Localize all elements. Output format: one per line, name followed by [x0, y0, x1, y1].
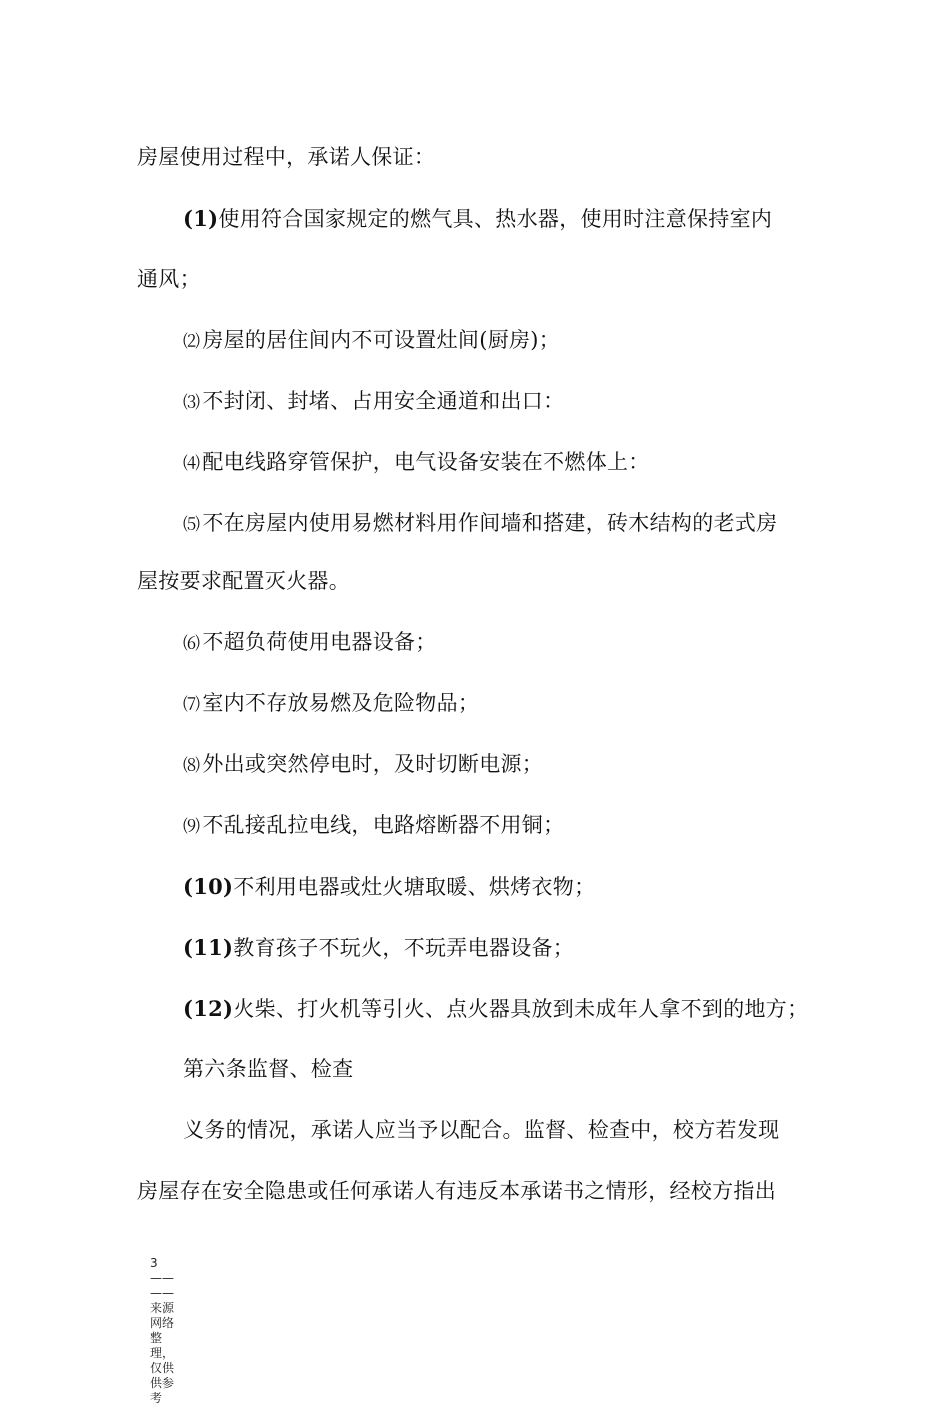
item-marker: (11): [183, 935, 234, 960]
list-item-10: [183, 856, 833, 918]
list-item-5: [183, 493, 833, 556]
item-text: 配电线路穿管保护，电气设备安装在不燃体上：: [202, 450, 650, 474]
item-marker: ⑻: [183, 756, 201, 776]
item-text: 不超负荷使用电器设备；: [202, 630, 437, 654]
list-item-1: [183, 188, 833, 250]
list-item-2: [183, 310, 833, 373]
section-heading: 第六条监督、检查: [183, 1057, 354, 1081]
list-item-3: [183, 371, 833, 434]
list-item-12: [183, 978, 833, 1040]
item-text: 不在房屋内使用易燃材料用作间墙和搭建，砖木结构的老式房: [202, 511, 778, 535]
list-item-4: [183, 432, 833, 495]
body-line-1: 义务的情况，承诺人应当予以配合。监督、检查中，校方若发现: [183, 1118, 780, 1142]
item-marker: ⑶: [183, 393, 201, 413]
list-item-8: [183, 734, 833, 797]
list-item-7: [183, 673, 833, 736]
item-marker: (10): [183, 874, 234, 899]
page-footer: 3—— ——来源网络整理，仅供供参考: [150, 1256, 175, 1405]
item-marker: ⑺: [183, 695, 201, 715]
list-item-5-continuation: 屋按要求配置灭火器。: [137, 569, 350, 593]
list-item-9: [183, 795, 833, 858]
item-text: 外出或突然停电时，及时切断电源；: [202, 752, 544, 776]
body-line-2: 房屋存在安全隐患或任何承诺人有违反本承诺书之情形，经校方指出: [137, 1179, 776, 1203]
item-text: 室内不存放易燃及危险物品；: [202, 691, 480, 715]
list-item-6: [183, 612, 833, 675]
item-marker: (1): [183, 206, 219, 231]
list-item-1-continuation: 通风；: [137, 267, 201, 291]
intro-line: 房屋使用过程中，承诺人保证：: [137, 145, 436, 169]
item-text: 使用符合国家规定的燃气具、热水器，使用时注意保持室内: [218, 207, 773, 231]
item-marker: ⑷: [183, 454, 201, 474]
item-text: 房屋的居住间内不可设置灶间(厨房)；: [202, 328, 561, 352]
item-text: 不封闭、封堵、占用安全通道和出口：: [202, 389, 565, 413]
item-text: 教育孩子不玩火，不玩弄电器设备；: [233, 936, 575, 960]
item-text: 不乱接乱拉电线，电路熔断器不用铜；: [202, 813, 565, 837]
item-marker: ⑹: [183, 634, 201, 654]
item-marker: ⑼: [183, 817, 201, 837]
item-text: 不利用电器或灶火塘取暖、烘烤衣物；: [233, 875, 596, 899]
item-marker: (12): [183, 996, 234, 1021]
item-marker: ⑸: [183, 515, 201, 535]
list-item-11: [183, 917, 833, 979]
item-marker: ⑵: [183, 332, 201, 352]
item-text: 火柴、打火机等引火、点火器具放到未成年人拿不到的地方；: [233, 997, 809, 1021]
